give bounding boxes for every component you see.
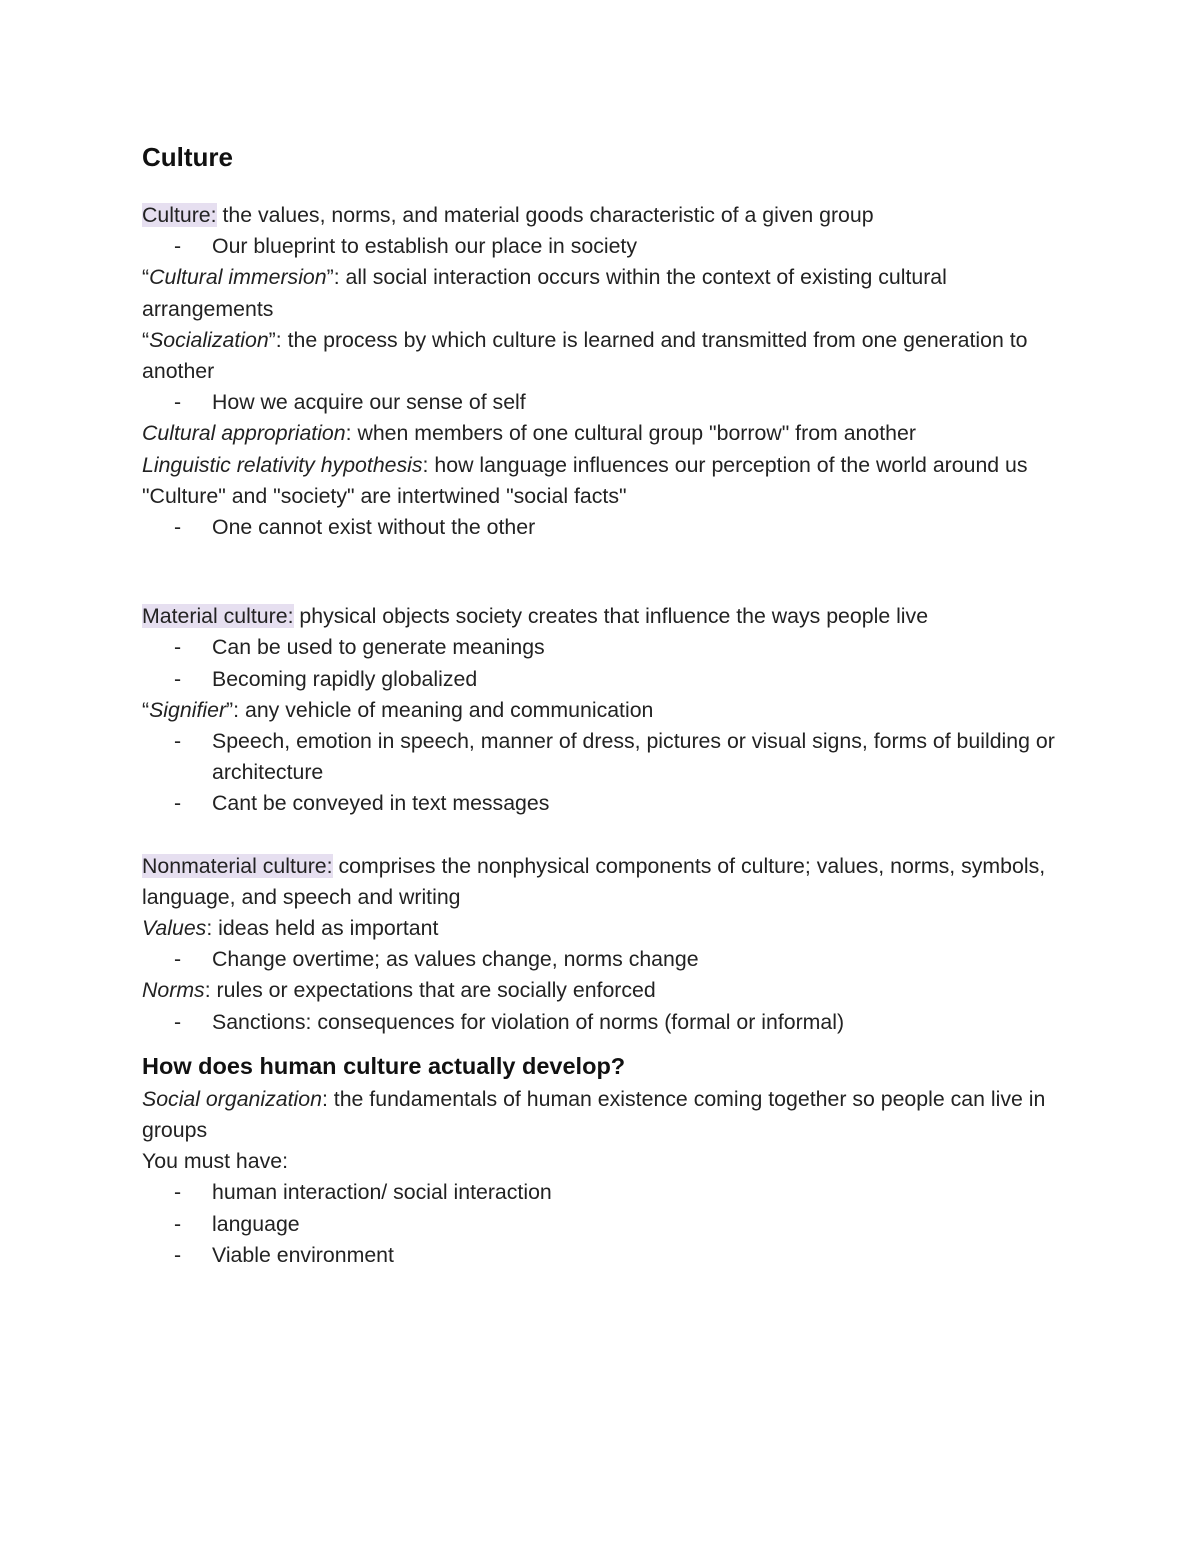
list-item: - Our blueprint to establish our place in society xyxy=(174,234,637,259)
values-term: Values xyxy=(142,916,207,941)
list-item: - How we acquire our sense of self xyxy=(174,390,526,415)
culture-definition: Culture: the values, norms, and material goods characteristic of a given group xyxy=(142,203,874,227)
list-item: - Can be used to generate meanings xyxy=(174,635,545,660)
spacer xyxy=(142,543,1062,601)
list-item: - One cannot exist without the other xyxy=(174,515,536,540)
list-item: - Speech, emotion in speech, manner of dress, pictures or visual signs, forms of building or architecture xyxy=(174,729,1055,785)
section-heading: How does human culture actually develop? xyxy=(142,1052,626,1079)
social-organization-term: Social organization xyxy=(142,1086,322,1111)
signifier-definition: “Signifier”: any vehicle of meaning and communication xyxy=(142,697,654,722)
document-page xyxy=(142,136,1062,1271)
cultural-appropriation-term: Cultural appropriation xyxy=(142,421,346,446)
cultural-immersion-definition: “Cultural immersion”: all social interaction occurs within the context of existing cultural arrangements xyxy=(142,265,947,321)
values-definition: Values: ideas held as important xyxy=(142,916,439,941)
linguistic-relativity-term: Linguistic relativity hypothesis xyxy=(142,452,423,477)
socialization-term: Socialization xyxy=(149,327,269,352)
culture-term: Culture: xyxy=(142,203,217,227)
social-organization-definition: Social organization: the fundamentals of human existence coming together so people can live in groups xyxy=(142,1086,1046,1143)
nonmaterial-culture-definition: Nonmaterial culture: comprises the nonphysical components of culture; values, norms, symbols, language, and speech and writing xyxy=(142,853,1046,909)
list-item: - Becoming rapidly globalized xyxy=(174,666,478,691)
document-title: Culture xyxy=(142,142,233,172)
cultural-appropriation-definition: Cultural appropriation: when members of one cultural group "borrow" from another xyxy=(142,421,916,446)
socialization-definition: “Socialization”: the process by which culture is learned and transmitted from one generation to another xyxy=(142,327,1028,384)
culture-society-statement: "Culture" and "society" are intertwined "social facts" xyxy=(142,483,627,508)
list-item: - Viable environment xyxy=(174,1242,394,1267)
norms-term: Norms xyxy=(142,978,205,1003)
nonmaterial-culture-term: Nonmaterial culture: xyxy=(142,853,333,878)
requirements-intro: You must have: xyxy=(142,1149,289,1174)
list-item: - language xyxy=(174,1211,300,1236)
norms-definition: Norms: rules or expectations that are socially enforced xyxy=(142,978,656,1003)
list-item: - Sanctions: consequences for violation of norms (formal or informal) xyxy=(174,1009,845,1034)
list-item: - human interaction/ social interaction xyxy=(174,1180,552,1205)
linguistic-relativity-definition: Linguistic relativity hypothesis: how language influences our perception of the world around us xyxy=(142,452,1028,477)
material-culture-term: Material culture: xyxy=(142,604,294,629)
signifier-term: Signifier xyxy=(149,697,227,722)
cultural-immersion-term: Cultural immersion xyxy=(149,265,327,290)
spacer xyxy=(142,820,1062,851)
list-item: - Cant be conveyed in text messages xyxy=(174,791,550,816)
list-item: - Change overtime; as values change, norms change xyxy=(174,947,699,972)
material-culture-definition: Material culture: physical objects society creates that influence the ways people live xyxy=(142,604,929,629)
